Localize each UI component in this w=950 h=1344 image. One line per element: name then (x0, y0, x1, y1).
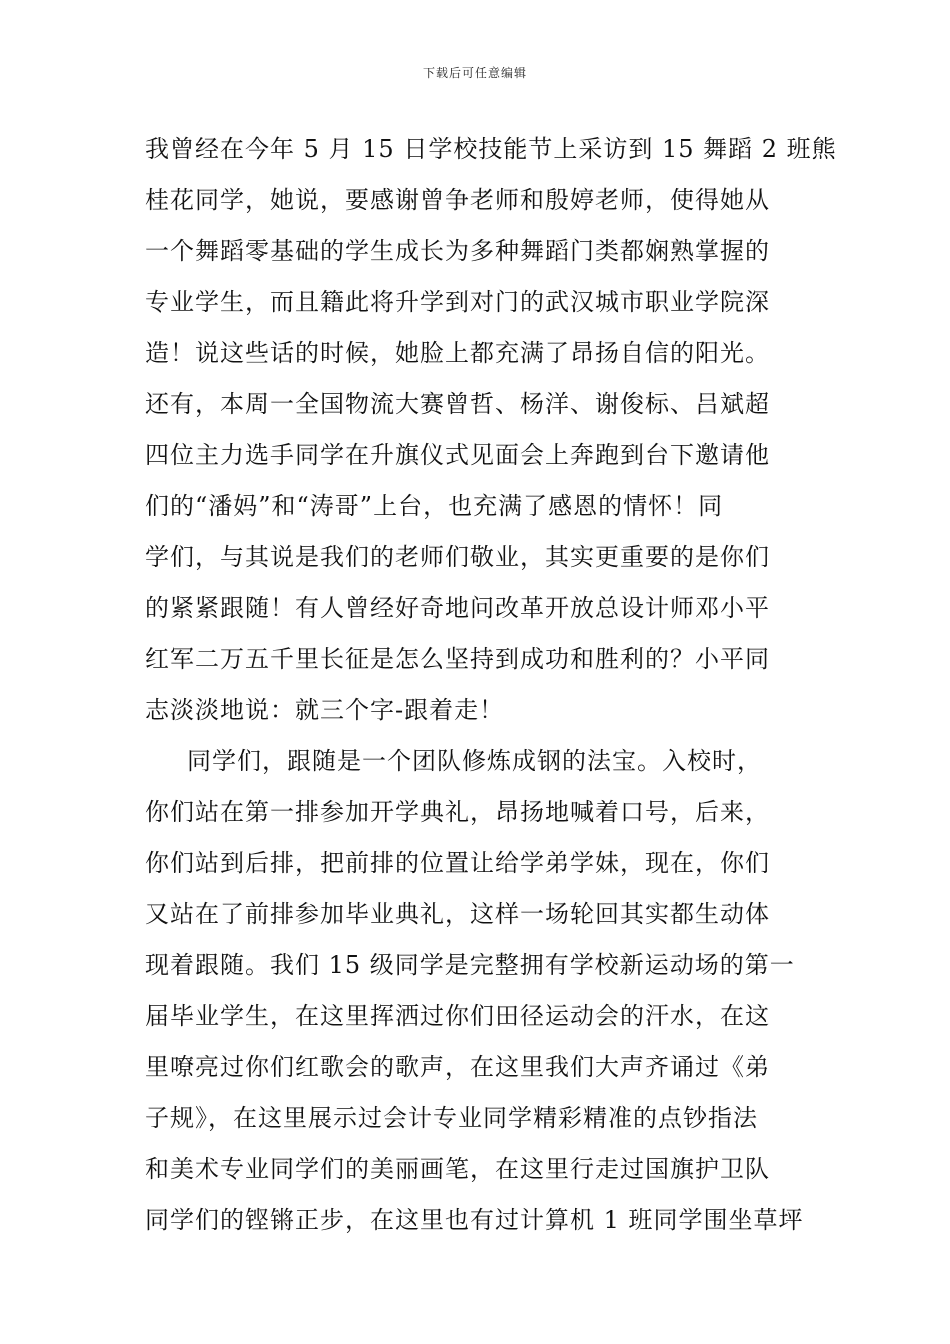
text-line: 红军二万五千里长征是怎么坚持到成功和胜利的？小平同 (145, 645, 770, 673)
text-line: 四位主力选手同学在升旗仪式见面会上奔跑到台下邀请他 (145, 441, 770, 469)
paragraph-start-line: 同学们，跟随是一个团队修炼成钢的法宝。入校时， (187, 747, 762, 775)
text-line: 和美术专业同学们的美丽画笔，在这里行走过国旗护卫队 (145, 1155, 770, 1183)
text-line: 现着跟随。我们 15 级同学是完整拥有学校新运动场的第一 (145, 951, 795, 979)
text-line: 你们站在第一排参加开学典礼，昂扬地喊着口号，后来， (145, 798, 770, 826)
text-line: 的紧紧跟随！有人曾经好奇地问改革开放总设计师邓小平 (145, 594, 770, 622)
text-line: 里嘹亮过你们红歌会的歌声，在这里我们大声齐诵过《弟 (145, 1053, 770, 1081)
text-line: 你们站到后排，把前排的位置让给学弟学妹，现在，你们 (145, 849, 770, 877)
text-line: 又站在了前排参加毕业典礼，这样一场轮回其实都生动体 (145, 900, 770, 928)
text-line: 造！说这些话的时候，她脸上都充满了昂扬自信的阳光。 (145, 339, 770, 367)
text-line: 一个舞蹈零基础的学生成长为多种舞蹈门类都娴熟掌握的 (145, 237, 770, 265)
text-line: 们的“潘妈”和“涛哥”上台，也充满了感恩的情怀！同 (145, 492, 724, 520)
text-line: 我曾经在今年 5 月 15 日学校技能节上采访到 15 舞蹈 2 班熊 (145, 135, 837, 163)
page-header: 下载后可任意编辑 (422, 66, 527, 80)
text-line: 专业学生，而且籍此将升学到对门的武汉城市职业学院深 (145, 288, 770, 316)
text-line: 还有，本周一全国物流大赛曾哲、杨洋、谢俊标、吕斌超 (145, 390, 770, 418)
text-line: 桂花同学，她说，要感谢曾争老师和殷婷老师，使得她从 (145, 186, 770, 214)
text-line: 子规》，在这里展示过会计专业同学精彩精准的点钞指法 (145, 1104, 758, 1132)
text-line: 学们，与其说是我们的老师们敬业，其实更重要的是你们 (145, 543, 770, 571)
text-line: 届毕业学生，在这里挥洒过你们田径运动会的汗水，在这 (145, 1002, 770, 1030)
text-line: 同学们的铿锵正步，在这里也有过计算机 1 班同学围坐草坪 (145, 1206, 804, 1234)
text-line: 志淡淡地说：就三个字-跟着走！ (145, 696, 505, 724)
document-body (145, 124, 837, 1246)
